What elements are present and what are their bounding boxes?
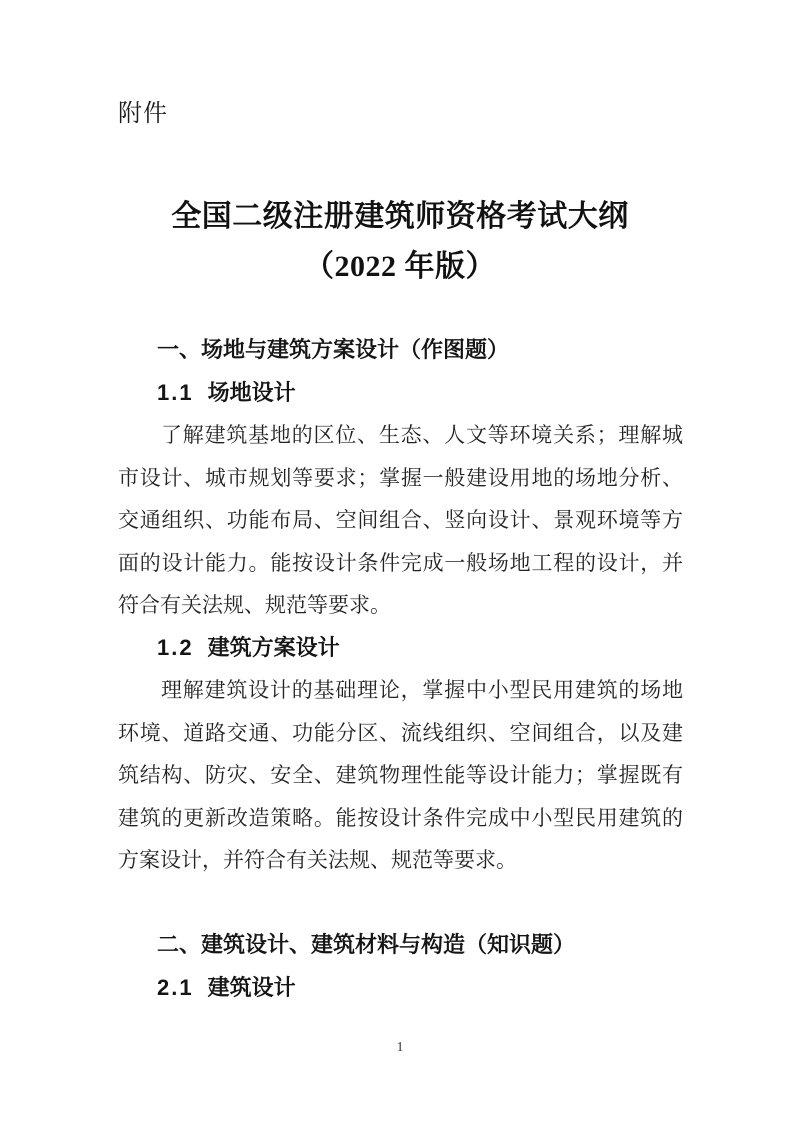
- subsection-1-2-paragraph: 理解建筑设计的基础理论，掌握中小型民用建筑的场地环境、道路交通、功能分区、流线组织、空间组合，以及建筑结构、防灾、安全、建筑物理性能等设计能力；掌握既有建筑的更新改造策略。能按设计条件完成中小型民用建筑的方案设计，并符合有关法规、规范等要求。: [118, 678, 683, 872]
- subsection-1-1-paragraph: 了解建筑基地的区位、生态、人文等环境关系；理解城市设计、城市规划等要求；掌握一般建设用地的场地分析、交通组织、功能布局、空间组合、竖向设计、景观环境等方面的设计能力。能按设计条件完成一般场地工程的设计，并符合有关法规、规范等要求。: [118, 423, 683, 617]
- doc-title-line-2: （2022 年版）: [304, 250, 496, 283]
- subsection-1-2-title: 建筑方案设计: [207, 634, 340, 660]
- blank-line-spacer: [118, 882, 683, 925]
- subsection-2-1-title: 建筑设计: [207, 974, 296, 1000]
- subsection-1-1-number: 1.1: [157, 379, 194, 405]
- doc-title: [0, 192, 800, 292]
- subsection-2-1-heading: [118, 967, 683, 1010]
- section-2-heading: 二、建筑设计、建筑材料与构造（知识题）: [157, 932, 576, 957]
- subsection-1-2-number: 1.2: [157, 634, 194, 660]
- subsection-1-2-heading: [118, 627, 683, 670]
- attachment-label: 附件: [118, 101, 168, 127]
- document-content: [118, 329, 683, 1009]
- subsection-1-1-title: 场地设计: [207, 379, 296, 405]
- page-number: 1: [396, 1040, 404, 1055]
- subsection-2-1-number: 2.1: [157, 974, 194, 1000]
- doc-title-line-1: 全国二级注册建筑师资格考试大纲: [171, 200, 629, 233]
- section-1-heading: 一、场地与建筑方案设计（作图题）: [157, 337, 510, 362]
- subsection-1-1-heading: [118, 372, 683, 415]
